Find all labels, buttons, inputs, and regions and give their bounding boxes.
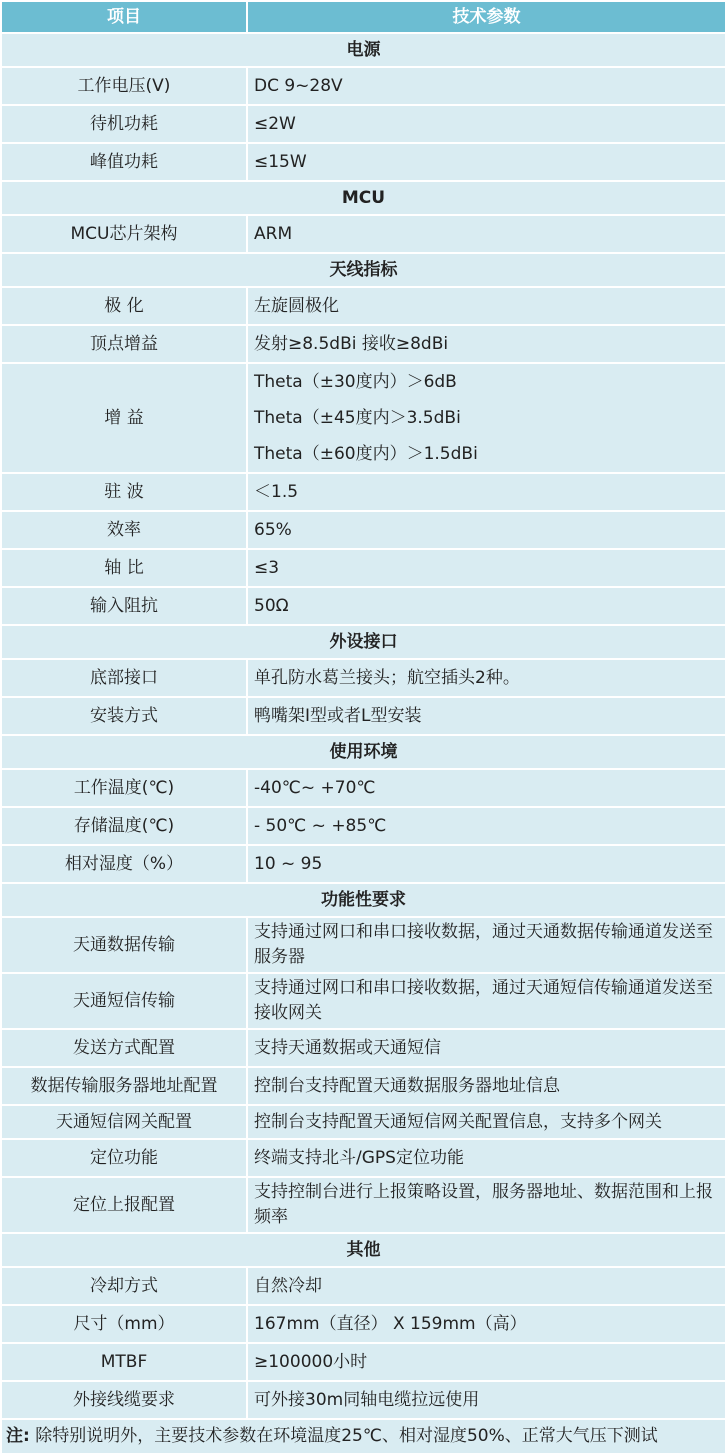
param-value xyxy=(247,1343,725,1381)
param-value xyxy=(247,769,725,807)
param-value-line: 发射≥8.5dBi 接收≥8dBi xyxy=(254,334,449,354)
note-row xyxy=(1,1419,725,1454)
param-name: 天通短信网关配置 xyxy=(1,1105,247,1139)
param-name: 发送方式配置 xyxy=(1,1029,247,1067)
param-value xyxy=(247,1029,725,1067)
table-row xyxy=(1,973,725,1029)
table-row xyxy=(1,1067,725,1105)
param-value-line: ≤2W xyxy=(254,114,296,134)
param-value xyxy=(247,1105,725,1139)
param-value-line: ＜1.5 xyxy=(254,482,299,502)
param-value xyxy=(247,511,725,549)
param-name: 工作电压(V) xyxy=(1,67,247,105)
param-value-line: DC 9~28V xyxy=(254,76,343,96)
param-value-line: 控制台支持配置天通数据服务器地址信息 xyxy=(254,1076,560,1096)
param-value-line: Theta（±45度内＞3.5dBi xyxy=(254,408,461,428)
note-cell xyxy=(1,1419,725,1454)
param-value-line: 50Ω xyxy=(254,596,289,616)
param-name: 输入阻抗 xyxy=(1,587,247,625)
table-row xyxy=(1,1105,725,1139)
table-row xyxy=(1,1177,725,1233)
param-value-line: 鸭嘴架I型或者L型安装 xyxy=(254,706,422,726)
param-name: 定位上报配置 xyxy=(1,1177,247,1233)
param-value xyxy=(247,1067,725,1105)
param-value xyxy=(247,363,725,473)
table-row xyxy=(1,287,725,325)
param-value xyxy=(247,973,725,1029)
header-row xyxy=(1,1,725,33)
param-value xyxy=(247,473,725,511)
section-row xyxy=(1,253,725,287)
param-value xyxy=(247,807,725,845)
table-row xyxy=(1,143,725,181)
table-row xyxy=(1,473,725,511)
param-name: 存储温度(℃) xyxy=(1,807,247,845)
section-title: 外设接口 xyxy=(1,625,725,659)
table-row xyxy=(1,67,725,105)
param-name: 增 益 xyxy=(1,363,247,473)
table-row xyxy=(1,807,725,845)
param-value-line: -40℃~ +70℃ xyxy=(254,778,376,798)
table-row xyxy=(1,511,725,549)
param-value-line: - 50℃ ~ +85℃ xyxy=(254,816,387,836)
param-name: 底部接口 xyxy=(1,659,247,697)
param-name: 定位功能 xyxy=(1,1139,247,1177)
table-row xyxy=(1,587,725,625)
param-name: 外接线缆要求 xyxy=(1,1381,247,1419)
table-row xyxy=(1,215,725,253)
param-name: 顶点增益 xyxy=(1,325,247,363)
param-value xyxy=(247,917,725,973)
table-row xyxy=(1,105,725,143)
param-value-line: Theta（±30度内）＞6dB xyxy=(254,372,457,392)
param-name: 数据传输服务器地址配置 xyxy=(1,1067,247,1105)
header-item: 项目 xyxy=(1,1,247,33)
section-row xyxy=(1,1233,725,1267)
param-name: 驻 波 xyxy=(1,473,247,511)
table-row xyxy=(1,363,725,473)
param-value-line: 支持通过网口和串口接收数据，通过天通数据传输通道发送至服务器 xyxy=(254,922,713,967)
param-value xyxy=(247,325,725,363)
spec-body xyxy=(1,33,725,1419)
table-row xyxy=(1,917,725,973)
param-name: 相对湿度（%） xyxy=(1,845,247,883)
section-title: 电源 xyxy=(1,33,725,67)
param-value-line: 单孔防水葛兰接头；航空插头2种。 xyxy=(254,668,520,688)
param-value-line: 控制台支持配置天通短信网关配置信息，支持多个网关 xyxy=(254,1111,662,1132)
param-value xyxy=(247,143,725,181)
param-name: 轴 比 xyxy=(1,549,247,587)
param-value-line: 支持天通数据或天通短信 xyxy=(254,1038,441,1058)
param-value-line: ≥100000小时 xyxy=(254,1352,368,1372)
section-title: MCU xyxy=(1,181,725,215)
section-row xyxy=(1,625,725,659)
param-name: 安装方式 xyxy=(1,697,247,735)
param-value-line: ≤15W xyxy=(254,152,307,172)
param-value-line: 终端支持北斗/GPS定位功能 xyxy=(254,1148,464,1168)
param-name: 效率 xyxy=(1,511,247,549)
table-row xyxy=(1,659,725,697)
table-row xyxy=(1,1381,725,1419)
table-row xyxy=(1,549,725,587)
table-row xyxy=(1,1267,725,1305)
param-name: 极 化 xyxy=(1,287,247,325)
param-value xyxy=(247,287,725,325)
param-value-line: 自然冷却 xyxy=(254,1276,322,1296)
section-title: 功能性要求 xyxy=(1,883,725,917)
param-value xyxy=(247,1305,725,1343)
param-value xyxy=(247,1381,725,1419)
param-value-line: 可外接30m同轴电缆拉远使用 xyxy=(254,1390,480,1410)
table-row xyxy=(1,697,725,735)
param-value-line: ≤3 xyxy=(254,558,280,578)
param-value xyxy=(247,549,725,587)
param-value-line: 10 ~ 95 xyxy=(254,854,323,874)
section-row xyxy=(1,735,725,769)
param-name: 冷却方式 xyxy=(1,1267,247,1305)
param-name: MTBF xyxy=(1,1343,247,1381)
param-value-line: 左旋圆极化 xyxy=(254,296,339,316)
param-name: 工作温度(℃) xyxy=(1,769,247,807)
table-row xyxy=(1,845,725,883)
table-row xyxy=(1,1343,725,1381)
param-value xyxy=(247,697,725,735)
param-value xyxy=(247,105,725,143)
table-row xyxy=(1,1139,725,1177)
param-value xyxy=(247,215,725,253)
section-title: 天线指标 xyxy=(1,253,725,287)
param-value xyxy=(247,659,725,697)
param-name: 尺寸（mm） xyxy=(1,1305,247,1343)
param-value xyxy=(247,1177,725,1233)
section-row xyxy=(1,33,725,67)
param-value xyxy=(247,1139,725,1177)
section-title: 使用环境 xyxy=(1,735,725,769)
param-value xyxy=(247,587,725,625)
section-title: 其他 xyxy=(1,1233,725,1267)
table-row xyxy=(1,1029,725,1067)
table-row xyxy=(1,325,725,363)
section-row xyxy=(1,883,725,917)
param-name: 峰值功耗 xyxy=(1,143,247,181)
param-value-line: Theta（±60度内）＞1.5dBi xyxy=(254,444,478,464)
header-params: 技术参数 xyxy=(247,1,725,33)
note-label: 注: xyxy=(6,1426,30,1446)
param-value-line: 支持通过网口和串口接收数据，通过天通短信传输通道发送至接收网关 xyxy=(254,978,713,1023)
param-value xyxy=(247,845,725,883)
param-value-line: 支持控制台进行上报策略设置，服务器地址、数据范围和上报频率 xyxy=(254,1182,713,1227)
param-name: MCU芯片架构 xyxy=(1,215,247,253)
param-value xyxy=(247,1267,725,1305)
param-name: 天通短信传输 xyxy=(1,973,247,1029)
param-value-line: 65% xyxy=(254,520,292,540)
param-value-line: 167mm（直径） X 159mm（高） xyxy=(254,1314,527,1334)
param-value xyxy=(247,67,725,105)
param-value-line: ARM xyxy=(254,224,293,244)
param-name: 天通数据传输 xyxy=(1,917,247,973)
table-row xyxy=(1,1305,725,1343)
param-name: 待机功耗 xyxy=(1,105,247,143)
section-row xyxy=(1,181,725,215)
note-text: 除特别说明外，主要技术参数在环境温度25℃、相对湿度50%、正常大气压下测试 xyxy=(29,1426,658,1446)
table-row xyxy=(1,769,725,807)
